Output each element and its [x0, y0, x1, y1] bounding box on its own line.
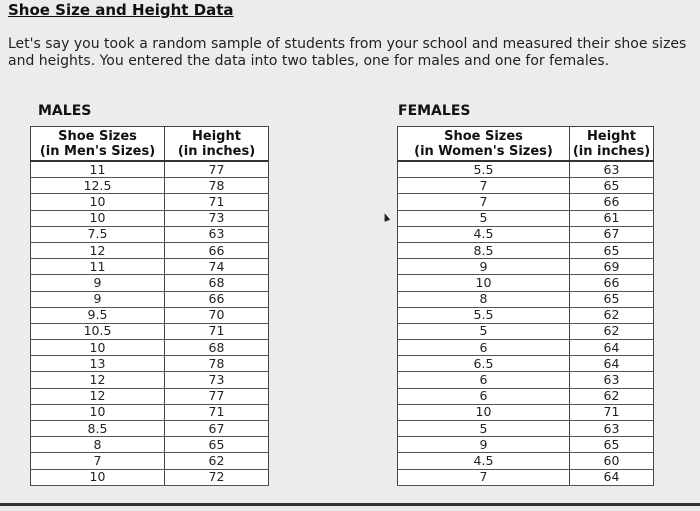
- height-cell: 61: [570, 210, 654, 226]
- table-row: [398, 194, 654, 210]
- males-table: [30, 126, 269, 486]
- table-row: [31, 291, 269, 307]
- table-row: [31, 372, 269, 388]
- shoe-size-cell: 12: [31, 242, 165, 258]
- shoe-size-cell: 12: [31, 372, 165, 388]
- shoe-size-cell: 5.5: [398, 161, 570, 178]
- height-cell: 63: [570, 161, 654, 178]
- shoe-size-cell: 10: [398, 404, 570, 420]
- height-cell: 65: [570, 178, 654, 194]
- shoe-size-cell: 10.5: [31, 323, 165, 339]
- table-row: [398, 323, 654, 339]
- page-title: Shoe Size and Height Data: [8, 1, 234, 19]
- height-cell: 66: [570, 275, 654, 291]
- table-row: [398, 437, 654, 453]
- height-cell: 77: [165, 388, 269, 404]
- shoe-size-cell: 12: [31, 388, 165, 404]
- shoe-size-cell: 6.5: [398, 356, 570, 372]
- shoe-size-cell: 7: [398, 194, 570, 210]
- height-cell: 68: [165, 340, 269, 356]
- table-row: [398, 356, 654, 372]
- shoe-size-cell: 8: [398, 291, 570, 307]
- height-cell: 65: [570, 437, 654, 453]
- height-cell: 64: [570, 340, 654, 356]
- shoe-size-cell: 6: [398, 340, 570, 356]
- shoe-size-cell: 7: [398, 469, 570, 485]
- shoe-size-cell: 11: [31, 259, 165, 275]
- height-cell: 67: [570, 226, 654, 242]
- table-row: [31, 404, 269, 420]
- intro-paragraph: Let's say you took a random sample of students from your school and measured their shoe sizes and heights. You entered the data into two tables, one for males and one for females.: [8, 36, 687, 69]
- height-cell: 63: [570, 372, 654, 388]
- height-cell: 63: [570, 421, 654, 437]
- shoe-size-cell: 10: [31, 469, 165, 485]
- height-cell: 69: [570, 259, 654, 275]
- males-label: MALES: [38, 103, 92, 119]
- height-cell: 71: [570, 404, 654, 420]
- shoe-size-cell: 10: [31, 210, 165, 226]
- females-label: FEMALES: [398, 103, 471, 119]
- table-row: [31, 437, 269, 453]
- table-row: [398, 307, 654, 323]
- shoe-size-cell: 9.5: [31, 307, 165, 323]
- height-cell: 73: [165, 372, 269, 388]
- height-cell: 67: [165, 421, 269, 437]
- height-cell: 65: [165, 437, 269, 453]
- height-cell: 62: [570, 323, 654, 339]
- height-cell: 71: [165, 323, 269, 339]
- table-row: [31, 178, 269, 194]
- shoe-size-cell: 5.5: [398, 307, 570, 323]
- table-row: [398, 242, 654, 258]
- shoe-size-cell: 7.5: [31, 226, 165, 242]
- shoe-size-cell: 4.5: [398, 226, 570, 242]
- table-row: [31, 453, 269, 469]
- table-row: [31, 356, 269, 372]
- shoe-size-cell: 8: [31, 437, 165, 453]
- table-row: [31, 161, 269, 178]
- mouse-cursor-icon: [382, 212, 390, 222]
- females-height-header: Height (in inches): [570, 127, 654, 162]
- table-row: [31, 275, 269, 291]
- table-row: [398, 178, 654, 194]
- height-cell: 66: [165, 291, 269, 307]
- shoe-size-cell: 8.5: [398, 242, 570, 258]
- shoe-size-cell: 9: [398, 259, 570, 275]
- height-cell: 74: [165, 259, 269, 275]
- shoe-size-cell: 10: [31, 340, 165, 356]
- table-row: [398, 161, 654, 178]
- height-cell: 70: [165, 307, 269, 323]
- height-cell: 64: [570, 469, 654, 485]
- females-table: [397, 126, 654, 486]
- shoe-size-cell: 10: [31, 404, 165, 420]
- table-row: [398, 210, 654, 226]
- height-cell: 62: [570, 388, 654, 404]
- height-cell: 62: [570, 307, 654, 323]
- males-height-header: Height (in inches): [165, 127, 269, 162]
- shoe-size-cell: 13: [31, 356, 165, 372]
- shoe-size-cell: 9: [31, 275, 165, 291]
- height-cell: 77: [165, 161, 269, 178]
- height-cell: 65: [570, 242, 654, 258]
- height-cell: 66: [165, 242, 269, 258]
- table-row: [31, 242, 269, 258]
- height-cell: 68: [165, 275, 269, 291]
- shoe-size-cell: 4.5: [398, 453, 570, 469]
- table-row: [31, 226, 269, 242]
- table-row: [398, 421, 654, 437]
- table-row: [398, 469, 654, 485]
- table-row: [31, 307, 269, 323]
- shoe-size-cell: 9: [31, 291, 165, 307]
- table-row: [31, 210, 269, 226]
- table-row: [31, 259, 269, 275]
- shoe-size-cell: 12.5: [31, 178, 165, 194]
- table-row: [398, 404, 654, 420]
- table-row: [398, 372, 654, 388]
- shoe-size-cell: 7: [31, 453, 165, 469]
- table-row: [398, 340, 654, 356]
- height-cell: 72: [165, 469, 269, 485]
- height-cell: 62: [165, 453, 269, 469]
- bottom-divider: [0, 503, 700, 506]
- table-row: [398, 291, 654, 307]
- shoe-size-cell: 10: [31, 194, 165, 210]
- height-cell: 64: [570, 356, 654, 372]
- table-row: [398, 259, 654, 275]
- table-row: [31, 469, 269, 485]
- height-cell: 71: [165, 404, 269, 420]
- height-cell: 73: [165, 210, 269, 226]
- males-shoe-size-header: Shoe Sizes (in Men's Sizes): [31, 127, 165, 162]
- shoe-size-cell: 11: [31, 161, 165, 178]
- table-row: [31, 194, 269, 210]
- shoe-size-cell: 7: [398, 178, 570, 194]
- table-row: [398, 388, 654, 404]
- height-cell: 60: [570, 453, 654, 469]
- table-row: [398, 226, 654, 242]
- females-shoe-size-header: Shoe Sizes (in Women's Sizes): [398, 127, 570, 162]
- shoe-size-cell: 6: [398, 372, 570, 388]
- height-cell: 71: [165, 194, 269, 210]
- height-cell: 66: [570, 194, 654, 210]
- shoe-size-cell: 5: [398, 421, 570, 437]
- table-row: [398, 453, 654, 469]
- shoe-size-cell: 10: [398, 275, 570, 291]
- shoe-size-cell: 6: [398, 388, 570, 404]
- shoe-size-cell: 8.5: [31, 421, 165, 437]
- shoe-size-cell: 5: [398, 323, 570, 339]
- height-cell: 78: [165, 356, 269, 372]
- table-row: [31, 340, 269, 356]
- table-row: [31, 323, 269, 339]
- table-row: [398, 275, 654, 291]
- shoe-size-cell: 9: [398, 437, 570, 453]
- height-cell: 78: [165, 178, 269, 194]
- table-row: [31, 421, 269, 437]
- shoe-size-cell: 5: [398, 210, 570, 226]
- height-cell: 65: [570, 291, 654, 307]
- table-row: [31, 388, 269, 404]
- height-cell: 63: [165, 226, 269, 242]
